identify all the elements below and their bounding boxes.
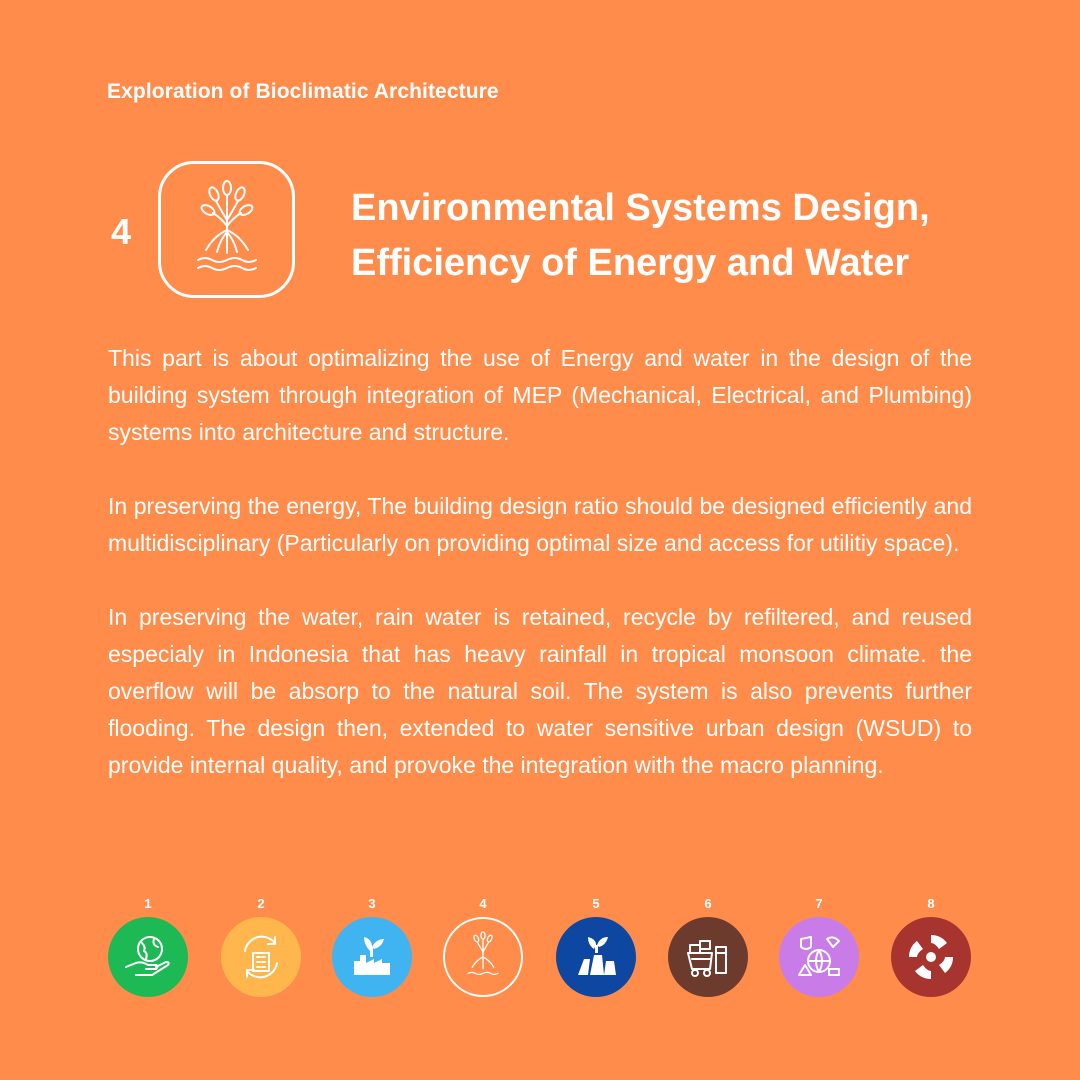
nav-circle-3[interactable] (332, 917, 412, 997)
series-title: Exploration of Bioclimatic Architecture (107, 80, 499, 103)
chapter-number: 4 (111, 211, 132, 252)
nav-item-6[interactable] (668, 895, 748, 997)
recycling-building-icon (235, 931, 287, 983)
green-power-plant-icon (570, 931, 622, 983)
chapter-navigation (0, 895, 1080, 1005)
nav-circle-1[interactable] (108, 917, 188, 997)
nav-circle-8[interactable] (891, 917, 971, 997)
plant-roots-water-icon (184, 180, 270, 280)
heading-line-2: Efficiency of Energy and Water (351, 242, 910, 284)
eco-factory-icon (346, 931, 398, 983)
nav-circle-7[interactable] (779, 917, 859, 997)
nav-item-5[interactable] (556, 895, 636, 997)
heading-line-1: Environmental Systems Design, (351, 187, 930, 229)
nav-circle-5[interactable] (556, 917, 636, 997)
nav-item-2[interactable] (221, 895, 301, 997)
nav-item-1[interactable] (108, 895, 188, 997)
nav-circle-6[interactable] (668, 917, 748, 997)
nav-item-3[interactable] (332, 895, 412, 997)
nav-item-8[interactable] (891, 895, 971, 997)
nav-number: 1 (144, 896, 152, 911)
chapter-icon-box (158, 161, 295, 298)
plant-roots-water-icon (461, 931, 505, 983)
earth-in-hand-icon (122, 931, 174, 983)
paragraph-mep: This part is about optimalizing the use of Energy and water in the design of the building system through integration of MEP (Mechanical, Electrical, and Plumbing) systems into architecture and structure. (108, 345, 972, 445)
nav-number: 2 (257, 896, 265, 911)
nav-number: 8 (927, 896, 935, 911)
paragraph-water: In preserving the water, rain water is retained, recycle by refiltered, and reused especialy in Indonesia that has heavy rainfall in tropical monsoon climate. the overflow will be absorp to the natural soil. The system is also prevents further flooding. The design then, extended to water sensitive urban design (WSUD) to provide internal quality, and provoke the integration with the macro planning. (108, 604, 972, 778)
community-hands-icon (905, 931, 957, 983)
nav-number: 3 (368, 896, 376, 911)
nav-item-7[interactable] (779, 895, 859, 997)
nav-number: 7 (815, 896, 823, 911)
body-text (108, 340, 972, 821)
nav-number: 5 (592, 896, 600, 911)
materials-cart-icon (682, 931, 734, 983)
nav-circle-4[interactable] (443, 917, 523, 997)
chapter-heading (351, 181, 1031, 291)
nav-item-4[interactable] (443, 895, 523, 997)
nav-number: 6 (704, 896, 712, 911)
culture-globe-icon (793, 931, 845, 983)
nav-number: 4 (479, 896, 487, 911)
paragraph-energy: In preserving the energy, The building design ratio should be designed efficiently and multidisciplinary (Particularly on providing optimal size and access for utilitiy space). (108, 493, 972, 556)
nav-circle-2[interactable] (221, 917, 301, 997)
